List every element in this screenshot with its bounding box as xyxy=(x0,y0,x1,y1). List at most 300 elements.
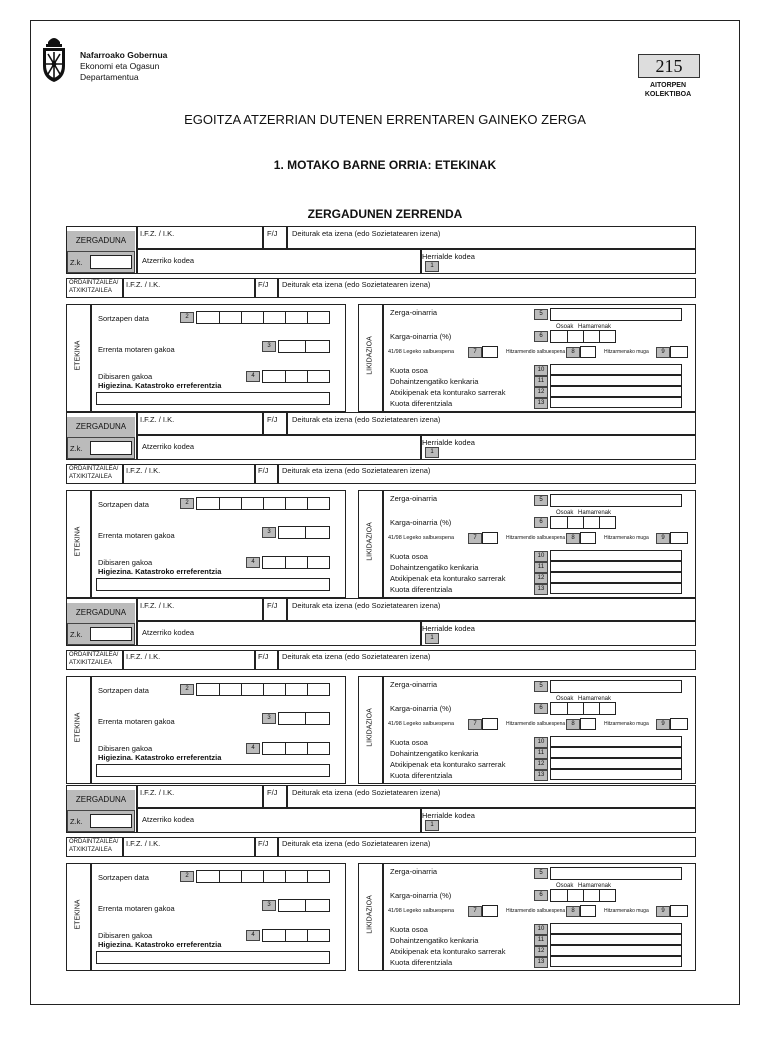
code-12-badge: 12 xyxy=(534,387,548,398)
sortzapen-date-field[interactable] xyxy=(196,870,330,883)
ifz-field[interactable] xyxy=(138,797,262,807)
code-8-badge: 8 xyxy=(566,533,580,544)
code-9-badge: 9 xyxy=(656,719,670,730)
dibisaren-field[interactable] xyxy=(262,929,330,942)
code-6-badge: 6 xyxy=(534,517,548,528)
code-4-badge: 4 xyxy=(246,371,260,382)
ifz-label: I.F.Z. / I.K. xyxy=(140,415,175,424)
code-7-badge: 7 xyxy=(468,906,482,917)
code-10-badge: 10 xyxy=(534,365,548,376)
etekina-label: ETEKINA xyxy=(74,526,82,557)
payer-deiturak-label: Deiturak eta izena (edo Sozietatearen izena) xyxy=(282,466,431,475)
cell-divider xyxy=(307,930,308,941)
date-segment-divider xyxy=(285,871,286,882)
kuota-diferentziala-field[interactable] xyxy=(550,769,682,780)
payer-ifz-label: I.F.Z. / I.K. xyxy=(126,652,161,661)
date-segment-divider xyxy=(263,498,264,509)
cell-divider xyxy=(285,930,286,941)
code-2-badge: 2 xyxy=(180,498,194,509)
dibisaren-field[interactable] xyxy=(262,556,330,569)
date-segment-divider xyxy=(307,312,308,323)
zk-field[interactable] xyxy=(90,627,132,641)
osoak-label: Osoak xyxy=(556,510,574,516)
code-8-badge: 8 xyxy=(566,719,580,730)
legeko-label: 41/98 Legeko salbuespena xyxy=(388,908,455,914)
payer-ifz-label: I.F.Z. / I.K. xyxy=(126,280,161,289)
fj-divider xyxy=(262,598,264,620)
date-segment-divider xyxy=(263,871,264,882)
dibisaren-field[interactable] xyxy=(262,370,330,383)
code-13-badge: 13 xyxy=(534,398,548,409)
kuota-diferentziala-label: Kuota diferentziala xyxy=(390,958,453,967)
payer-fj-divider xyxy=(254,837,256,857)
cell-divider xyxy=(307,557,308,568)
deiturak-label: Deiturak eta izena (edo Sozietatearen izena) xyxy=(292,415,441,424)
zerga-oinarria-field[interactable] xyxy=(550,680,682,693)
hitzarmen-salb-label: Hitzarmendio salbuespena xyxy=(506,908,566,914)
atxikipenak-field[interactable] xyxy=(550,945,682,956)
zk-label: Z.k. xyxy=(70,444,83,453)
payer-vline xyxy=(122,464,124,484)
code-11-badge: 11 xyxy=(534,748,548,759)
taxpayer-vline xyxy=(136,226,138,274)
name-divider xyxy=(286,226,288,248)
zerga-oinarria-field[interactable] xyxy=(550,308,682,321)
sortzapen-date-field[interactable] xyxy=(196,497,330,510)
payer-fj-divider xyxy=(254,278,256,298)
date-segment-divider xyxy=(219,312,220,323)
kuota-osoa-field[interactable] xyxy=(550,550,682,561)
payer-vline xyxy=(122,837,124,857)
payer-fj-divider xyxy=(254,464,256,484)
payer-name-divider xyxy=(277,837,279,857)
code-1-badge: 1 xyxy=(425,633,439,644)
code-11-badge: 11 xyxy=(534,376,548,387)
fj-divider xyxy=(262,226,264,248)
likidazioa-label: LIKIDAZIOA xyxy=(366,336,374,375)
form-label-1: AITORPEN xyxy=(649,82,687,89)
cell-divider xyxy=(285,371,286,382)
kuota-diferentziala-label: Kuota diferentziala xyxy=(390,399,453,408)
taxpayer-group xyxy=(0,412,778,600)
herrialde-kodea-label: Herrialde kodea xyxy=(422,252,475,261)
name-divider xyxy=(286,785,288,807)
form-label-2: KOLEKTIBOA xyxy=(644,91,692,98)
higiezina-label: Higiezina. Katastroko erreferentzia xyxy=(98,567,222,576)
legeko-field[interactable] xyxy=(482,905,498,917)
cell-divider xyxy=(567,331,568,342)
hamarrenak-label: Hamarrenak xyxy=(578,510,612,516)
dibisaren-label: Dibisaren gakoa xyxy=(98,372,153,381)
etekina-vline xyxy=(90,304,92,412)
fj-divider xyxy=(262,412,264,434)
herrialde-kodea-label: Herrialde kodea xyxy=(422,811,475,820)
dohaintzengatiko-field[interactable] xyxy=(550,375,682,386)
dohaintzengatiko-field[interactable] xyxy=(550,934,682,945)
etekina-vline xyxy=(90,490,92,598)
atxikipenak-field[interactable] xyxy=(550,572,682,583)
sortzapen-label: Sortzapen data xyxy=(98,500,149,509)
date-segment-divider xyxy=(285,498,286,509)
dibisaren-field[interactable] xyxy=(262,742,330,755)
payer-label-2: ATXIKITZAILEA xyxy=(69,288,112,294)
code-12-badge: 12 xyxy=(534,759,548,770)
code-4-badge: 4 xyxy=(246,557,260,568)
legeko-label: 41/98 Legeko salbuespena xyxy=(388,535,455,541)
date-segment-divider xyxy=(307,498,308,509)
code-5-badge: 5 xyxy=(534,309,548,320)
dohaintzengatiko-field[interactable] xyxy=(550,747,682,758)
hitzarmen-muga-field[interactable] xyxy=(670,905,688,917)
atzerriko-kodea-label: Atzerriko kodea xyxy=(142,256,195,265)
payer-fj-divider xyxy=(254,650,256,670)
zk-field[interactable] xyxy=(90,255,132,269)
cell-divider xyxy=(599,517,600,528)
sortzapen-date-field[interactable] xyxy=(196,311,330,324)
taxpayers-list-title: ZERGADUNEN ZERRENDA xyxy=(307,207,463,221)
payer-label-1: ORDAINTZAILEA/ xyxy=(69,839,119,845)
taxpayer-hline xyxy=(136,248,696,250)
cell-divider xyxy=(583,890,584,901)
hitzarmen-muga-label: Hitzarmenako muga xyxy=(604,535,649,541)
payer-name-divider xyxy=(277,278,279,298)
code-9-badge: 9 xyxy=(656,906,670,917)
cell-divider xyxy=(285,557,286,568)
taxpayer-vline xyxy=(136,598,138,646)
code-5-badge: 5 xyxy=(534,868,548,879)
hitzarmen-salb-field[interactable] xyxy=(580,346,596,358)
herrialde-kodea-label: Herrialde kodea xyxy=(422,438,475,447)
date-segment-divider xyxy=(263,684,264,695)
kuota-osoa-label: Kuota osoa xyxy=(390,738,428,747)
taxpayer-vline xyxy=(136,785,138,833)
ifz-label: I.F.Z. / I.K. xyxy=(140,229,175,238)
date-segment-divider xyxy=(219,498,220,509)
fj-label: F/J xyxy=(267,788,278,797)
fj-label: F/J xyxy=(267,229,278,238)
code-1-badge: 1 xyxy=(425,447,439,458)
date-segment-divider xyxy=(241,312,242,323)
dohaintzengatiko-label: Dohaintzengatiko kenkaria xyxy=(390,936,479,945)
hitzarmen-salb-label: Hitzarmendio salbuespena xyxy=(506,535,566,541)
taxpayer-group xyxy=(0,226,778,414)
code-10-badge: 10 xyxy=(534,551,548,562)
date-segment-divider xyxy=(219,684,220,695)
atxikipenak-label: Atxikipenak eta konturako sarrerak xyxy=(390,947,506,956)
code-6-badge: 6 xyxy=(534,331,548,342)
code-2-badge: 2 xyxy=(180,871,194,882)
date-segment-divider xyxy=(285,684,286,695)
hitzarmen-salb-label: Hitzarmendio salbuespena xyxy=(506,721,566,727)
cell-divider xyxy=(307,371,308,382)
dibisaren-label: Dibisaren gakoa xyxy=(98,931,153,940)
zerga-oinarria-field[interactable] xyxy=(550,867,682,880)
kuota-osoa-label: Kuota osoa xyxy=(390,552,428,561)
fj-label: F/J xyxy=(267,601,278,610)
etekina-vline xyxy=(90,676,92,784)
zk-label: Z.k. xyxy=(70,258,83,267)
ifz-label: I.F.Z. / I.K. xyxy=(140,601,175,610)
kuota-osoa-field[interactable] xyxy=(550,923,682,934)
kuota-diferentziala-field[interactable] xyxy=(550,583,682,594)
higiezina-label: Higiezina. Katastroko erreferentzia xyxy=(98,753,222,762)
legeko-field[interactable] xyxy=(482,532,498,544)
code-5-badge: 5 xyxy=(534,495,548,506)
code-2-badge: 2 xyxy=(180,312,194,323)
legeko-label: 41/98 Legeko salbuespena xyxy=(388,721,455,727)
dibisaren-label: Dibisaren gakoa xyxy=(98,744,153,753)
code-6-badge: 6 xyxy=(534,890,548,901)
code-12-badge: 12 xyxy=(534,946,548,957)
cell-divider xyxy=(567,890,568,901)
code-3-badge: 3 xyxy=(262,900,276,911)
code-13-badge: 13 xyxy=(534,584,548,595)
name-divider xyxy=(286,412,288,434)
sortzapen-date-field[interactable] xyxy=(196,683,330,696)
dohaintzengatiko-label: Dohaintzengatiko kenkaria xyxy=(390,563,479,572)
kuota-diferentziala-field[interactable] xyxy=(550,397,682,408)
osoak-label: Osoak xyxy=(556,324,574,330)
sortzapen-label: Sortzapen data xyxy=(98,314,149,323)
atzerriko-kodea-label: Atzerriko kodea xyxy=(142,442,195,451)
hitzarmen-muga-field[interactable] xyxy=(670,718,688,730)
kuota-osoa-label: Kuota osoa xyxy=(390,925,428,934)
date-segment-divider xyxy=(241,871,242,882)
cell-divider xyxy=(285,743,286,754)
zerga-oinarria-label: Zerga-oinarria xyxy=(390,680,438,689)
errenta-label: Errenta motaren gakoa xyxy=(98,345,175,354)
payer-fj-label: F/J xyxy=(258,280,269,289)
atxikipenak-label: Atxikipenak eta konturako sarrerak xyxy=(390,388,506,397)
payer-label-1: ORDAINTZAILEA/ xyxy=(69,280,119,286)
dohaintzengatiko-label: Dohaintzengatiko kenkaria xyxy=(390,377,479,386)
code-4-badge: 4 xyxy=(246,930,260,941)
kuota-osoa-field[interactable] xyxy=(550,736,682,747)
katastro-field[interactable] xyxy=(96,392,330,405)
hitzarmen-muga-field[interactable] xyxy=(670,532,688,544)
code-13-badge: 13 xyxy=(534,770,548,781)
payer-name-divider xyxy=(277,650,279,670)
date-segment-divider xyxy=(285,312,286,323)
code-7-badge: 7 xyxy=(468,533,482,544)
cell-divider xyxy=(583,703,584,714)
likidazioa-vline xyxy=(382,304,384,412)
dohaintzengatiko-label: Dohaintzengatiko kenkaria xyxy=(390,749,479,758)
atxikipenak-label: Atxikipenak eta konturako sarrerak xyxy=(390,760,506,769)
atxikipenak-field[interactable] xyxy=(550,386,682,397)
cell-divider xyxy=(305,900,306,911)
legeko-field[interactable] xyxy=(482,718,498,730)
code-10-badge: 10 xyxy=(534,924,548,935)
atzerriko-kodea-label: Atzerriko kodea xyxy=(142,815,195,824)
zk-field[interactable] xyxy=(90,814,132,828)
date-segment-divider xyxy=(219,871,220,882)
code-3-badge: 3 xyxy=(262,527,276,538)
cell-divider xyxy=(305,527,306,538)
form-type-label xyxy=(628,81,708,99)
payer-ifz-label: I.F.Z. / I.K. xyxy=(126,466,161,475)
payer-label-2: ATXIKITZAILEA xyxy=(69,660,112,666)
zerga-oinarria-label: Zerga-oinarria xyxy=(390,308,438,317)
payer-deiturak-label: Deiturak eta izena (edo Sozietatearen izena) xyxy=(282,839,431,848)
code-12-badge: 12 xyxy=(534,573,548,584)
hitzarmen-muga-label: Hitzarmenako muga xyxy=(604,908,649,914)
code-13-badge: 13 xyxy=(534,957,548,968)
zergaduna-label: ZERGADUNA xyxy=(67,417,135,437)
karga-oinarria-label: Karga-oinarria (%) xyxy=(390,518,452,527)
kuota-osoa-field[interactable] xyxy=(550,364,682,375)
payer-label-1: ORDAINTZAILEA/ xyxy=(69,652,119,658)
osoak-label: Osoak xyxy=(556,883,574,889)
payer-deiturak-label: Deiturak eta izena (edo Sozietatearen izena) xyxy=(282,652,431,661)
zk-label: Z.k. xyxy=(70,817,83,826)
cell-divider xyxy=(305,713,306,724)
karga-oinarria-label: Karga-oinarria (%) xyxy=(390,704,452,713)
fj-divider xyxy=(262,785,264,807)
code-7-badge: 7 xyxy=(468,719,482,730)
taxpayer-vline xyxy=(136,412,138,460)
errenta-field[interactable] xyxy=(278,340,330,353)
etekina-label: ETEKINA xyxy=(74,712,82,743)
org-line-3: Departamentua xyxy=(80,72,139,82)
deiturak-label: Deiturak eta izena (edo Sozietatearen izena) xyxy=(292,229,441,238)
fj-label: F/J xyxy=(267,415,278,424)
org-line-2: Ekonomi eta Ogasun xyxy=(80,61,160,71)
kuota-diferentziala-field[interactable] xyxy=(550,956,682,967)
code-8-badge: 8 xyxy=(566,347,580,358)
payer-fj-label: F/J xyxy=(258,466,269,475)
zergaduna-label: ZERGADUNA xyxy=(67,231,135,251)
hamarrenak-label: Hamarrenak xyxy=(578,883,612,889)
ifz-field[interactable] xyxy=(138,424,262,434)
errenta-label: Errenta motaren gakoa xyxy=(98,904,175,913)
herrialde-kodea-label: Herrialde kodea xyxy=(422,624,475,633)
likidazioa-vline xyxy=(382,490,384,598)
date-segment-divider xyxy=(307,871,308,882)
deiturak-label: Deiturak eta izena (edo Sozietatearen izena) xyxy=(292,601,441,610)
dohaintzengatiko-field[interactable] xyxy=(550,561,682,572)
payer-label-2: ATXIKITZAILEA xyxy=(69,474,112,480)
atxikipenak-field[interactable] xyxy=(550,758,682,769)
hitzarmen-muga-field[interactable] xyxy=(670,346,688,358)
cell-divider xyxy=(583,517,584,528)
hamarrenak-label: Hamarrenak xyxy=(578,696,612,702)
taxpayer-hline xyxy=(136,807,696,809)
date-segment-divider xyxy=(307,684,308,695)
date-segment-divider xyxy=(241,498,242,509)
date-segment-divider xyxy=(263,312,264,323)
page-subtitle: 1. MOTAKO BARNE ORRIA: ETEKINAK xyxy=(273,158,497,172)
likidazioa-vline xyxy=(382,863,384,971)
karga-oinarria-field[interactable] xyxy=(550,330,616,343)
payer-deiturak-label: Deiturak eta izena (edo Sozietatearen izena) xyxy=(282,280,431,289)
likidazioa-vline xyxy=(382,676,384,784)
cell-divider xyxy=(567,517,568,528)
atzerriko-kodea-label: Atzerriko kodea xyxy=(142,628,195,637)
code-2-badge: 2 xyxy=(180,684,194,695)
code-6-badge: 6 xyxy=(534,703,548,714)
cell-divider xyxy=(583,331,584,342)
zk-field[interactable] xyxy=(90,441,132,455)
cell-divider xyxy=(305,341,306,352)
zk-label: Z.k. xyxy=(70,630,83,639)
date-segment-divider xyxy=(241,684,242,695)
hamarrenak-label: Hamarrenak xyxy=(578,324,612,330)
etekina-label: ETEKINA xyxy=(74,340,82,371)
code-8-badge: 8 xyxy=(566,906,580,917)
katastro-field[interactable] xyxy=(96,578,330,591)
etekina-label: ETEKINA xyxy=(74,899,82,930)
sortzapen-label: Sortzapen data xyxy=(98,686,149,695)
errenta-label: Errenta motaren gakoa xyxy=(98,531,175,540)
cell-divider xyxy=(307,743,308,754)
cell-divider xyxy=(567,703,568,714)
ifz-label: I.F.Z. / I.K. xyxy=(140,788,175,797)
karga-oinarria-field[interactable] xyxy=(550,889,616,902)
ifz-field[interactable] xyxy=(138,610,262,620)
payer-vline xyxy=(122,650,124,670)
errenta-field[interactable] xyxy=(278,899,330,912)
karga-oinarria-field[interactable] xyxy=(550,516,616,529)
code-7-badge: 7 xyxy=(468,347,482,358)
likidazioa-label: LIKIDAZIOA xyxy=(366,522,374,561)
org-line-1: Nafarroako Gobernua xyxy=(80,50,168,60)
code-3-badge: 3 xyxy=(262,713,276,724)
hitzarmen-salb-field[interactable] xyxy=(580,532,596,544)
hitzarmen-muga-label: Hitzarmenako muga xyxy=(604,721,649,727)
cell-divider xyxy=(599,331,600,342)
karga-oinarria-field[interactable] xyxy=(550,702,616,715)
kuota-osoa-label: Kuota osoa xyxy=(390,366,428,375)
code-5-badge: 5 xyxy=(534,681,548,692)
hitzarmen-muga-label: Hitzarmenako muga xyxy=(604,349,649,355)
taxpayer-hline xyxy=(136,620,696,622)
navarre-coat-of-arms-logo xyxy=(40,34,68,84)
page-title: EGOITZA ATZERRIAN DUTENEN ERRENTAREN GAINEKO ZERGA xyxy=(184,112,586,127)
zerga-oinarria-label: Zerga-oinarria xyxy=(390,867,438,876)
zerga-oinarria-field[interactable] xyxy=(550,494,682,507)
zergaduna-label: ZERGADUNA xyxy=(67,603,135,623)
katastro-field[interactable] xyxy=(96,951,330,964)
taxpayer-group xyxy=(0,598,778,786)
payer-ifz-label: I.F.Z. / I.K. xyxy=(126,839,161,848)
likidazioa-label: LIKIDAZIOA xyxy=(366,895,374,934)
katastro-field[interactable] xyxy=(96,764,330,777)
errenta-field[interactable] xyxy=(278,712,330,725)
zergaduna-label: ZERGADUNA xyxy=(67,790,135,810)
payer-label-2: ATXIKITZAILEA xyxy=(69,847,112,853)
errenta-field[interactable] xyxy=(278,526,330,539)
osoak-label: Osoak xyxy=(556,696,574,702)
hitzarmen-salb-field[interactable] xyxy=(580,905,596,917)
payer-vline xyxy=(122,278,124,298)
hitzarmen-salb-field[interactable] xyxy=(580,718,596,730)
higiezina-label: Higiezina. Katastroko erreferentzia xyxy=(98,381,222,390)
taxpayer-hline xyxy=(136,434,696,436)
ifz-field[interactable] xyxy=(138,238,262,248)
kuota-diferentziala-label: Kuota diferentziala xyxy=(390,585,453,594)
cell-divider xyxy=(599,703,600,714)
code-9-badge: 9 xyxy=(656,533,670,544)
dibisaren-label: Dibisaren gakoa xyxy=(98,558,153,567)
likidazioa-label: LIKIDAZIOA xyxy=(366,708,374,747)
name-divider xyxy=(286,598,288,620)
legeko-field[interactable] xyxy=(482,346,498,358)
sortzapen-label: Sortzapen data xyxy=(98,873,149,882)
taxpayer-group xyxy=(0,785,778,973)
payer-fj-label: F/J xyxy=(258,839,269,848)
karga-oinarria-label: Karga-oinarria (%) xyxy=(390,891,452,900)
